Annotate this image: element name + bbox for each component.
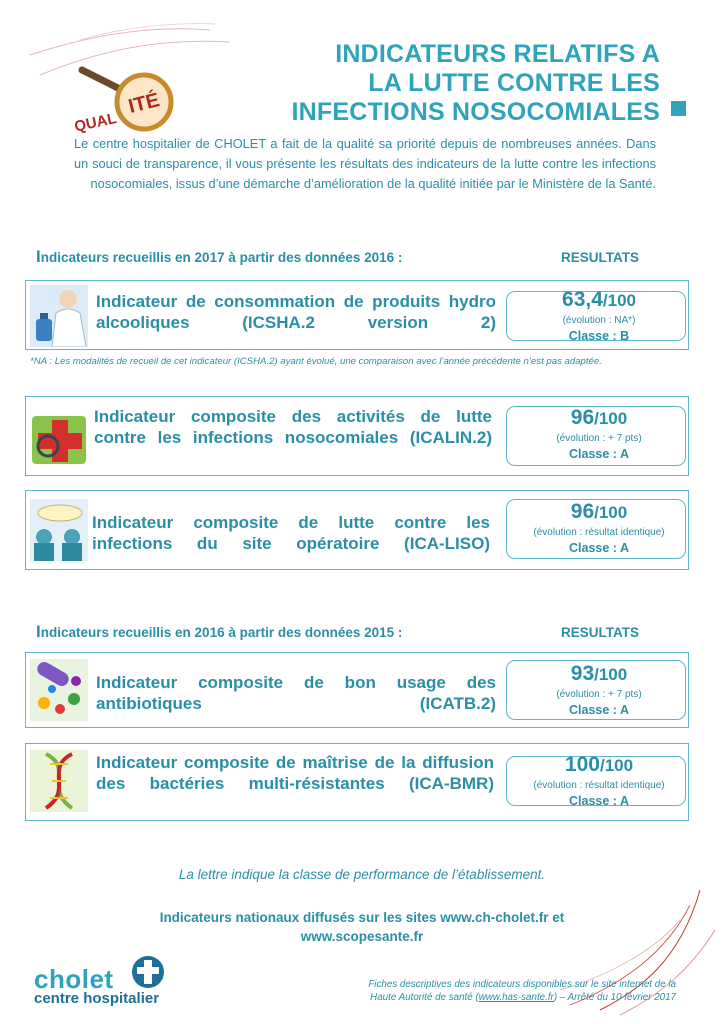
class-text: Classe : A bbox=[569, 447, 629, 461]
result-block bbox=[510, 662, 688, 718]
evolution-text: (évolution : + 7 pts) bbox=[556, 433, 642, 444]
results-label: RESULTATS bbox=[561, 250, 639, 265]
indicator-card-ica-liso bbox=[25, 490, 689, 570]
svg-text:QUAL: QUAL bbox=[72, 110, 119, 136]
result-block bbox=[510, 288, 688, 344]
indicator-label: Indicateur composite de lutte contre les infections du site opératoire (ICA-LISO) bbox=[92, 513, 490, 553]
class-text: Classe : A bbox=[569, 541, 629, 555]
score-value: 93/100 bbox=[570, 662, 628, 685]
result-block bbox=[510, 406, 688, 462]
footnote-line: Fiches descriptives des indicateurs disponibles sur le site internet de la bbox=[368, 979, 676, 990]
title-square-marker bbox=[671, 101, 686, 116]
evolution-text: (évolution : + 7 pts) bbox=[556, 689, 642, 700]
result-block bbox=[510, 500, 688, 556]
indicator-card-ica-bmr bbox=[25, 743, 689, 821]
footnote-line: Haute Autorité de santé (www.has-sante.fr) – Arrêté du 10 février 2017 bbox=[370, 992, 676, 1003]
cholet-logo bbox=[34, 952, 204, 1012]
indicator-card-icsha bbox=[25, 280, 689, 350]
quality-magnifier-logo bbox=[52, 52, 182, 142]
heading-initial: I bbox=[36, 247, 41, 266]
results-label: RESULTATS bbox=[561, 625, 639, 640]
indicator-label: Indicateur de consommation de produits hydro alcooliques (ICSHA.2 version 2) bbox=[96, 292, 496, 332]
indicator-label: Indicateur composite de maîtrise de la diffusion des bactéries multi-résistantes (ICA-BMR) bbox=[96, 753, 494, 793]
national-sites-note bbox=[100, 908, 624, 946]
result-block bbox=[510, 753, 688, 809]
page-title bbox=[291, 40, 660, 127]
indicator-label: Indicateur composite de bon usage des antibiotiques (ICATB.2) bbox=[96, 673, 496, 713]
na-footnote: *NA : Les modalités de recueil de cet indicateur (ICSHA.2) ayant évolué, une comparaison avec l’année précédente n’est pas adaptée. bbox=[30, 356, 602, 367]
class-text: Classe : A bbox=[569, 794, 629, 808]
hand-sanitizer-icon bbox=[30, 285, 88, 347]
section-heading-2017 bbox=[36, 247, 402, 267]
logo-subtitle: centre hospitalier bbox=[34, 990, 160, 1007]
class-text: Classe : A bbox=[569, 703, 629, 717]
hospital-cross-icon bbox=[128, 954, 166, 992]
has-sante-link[interactable]: www.has-sante.fr bbox=[478, 992, 554, 1003]
heading-text: ndicateurs recueillis en 2017 à partir des données 2016 : bbox=[40, 250, 403, 265]
title-line: INFECTIONS NOSOCOMIALES bbox=[291, 98, 660, 126]
class-text: Classe : B bbox=[568, 329, 630, 343]
heading-text: ndicateurs recueillis en 2016 à partir des données 2015 : bbox=[40, 625, 403, 640]
logo-word: cholet bbox=[34, 964, 114, 994]
indicator-card-icalin bbox=[25, 396, 689, 476]
score-value: 96/100 bbox=[570, 406, 628, 429]
operating-room-icon bbox=[30, 499, 88, 561]
indicator-label: Indicateur composite des activités de lutte contre les infections nosocomiales (ICALIN.2) bbox=[94, 407, 492, 447]
svg-text:ITÉ: ITÉ bbox=[126, 89, 162, 119]
evolution-text: (évolution : résultat identique) bbox=[533, 780, 665, 791]
fiches-footnote bbox=[300, 978, 676, 1004]
sites-line: www.scopesante.fr bbox=[300, 929, 424, 944]
pills-icon bbox=[30, 659, 88, 721]
indicator-card-icatb bbox=[25, 652, 689, 728]
score-value: 96/100 bbox=[570, 500, 628, 523]
medical-cross-icon bbox=[30, 406, 88, 468]
evolution-text: (évolution : NA*) bbox=[562, 315, 636, 326]
dna-icon bbox=[30, 750, 88, 812]
evolution-text: (évolution : résultat identique) bbox=[533, 527, 665, 538]
score-value: 63,4/100 bbox=[562, 288, 636, 311]
section-heading-2016 bbox=[36, 622, 402, 642]
heading-initial: I bbox=[36, 622, 41, 641]
performance-note: La lettre indique la classe de performance de l’établissement. bbox=[178, 867, 546, 882]
sites-line: Indicateurs nationaux diffusés sur les sites www.ch-cholet.fr et bbox=[159, 910, 565, 925]
title-line: LA LUTTE CONTRE LES bbox=[368, 69, 660, 97]
score-value: 100/100 bbox=[564, 753, 634, 776]
title-line: INDICATEURS RELATIFS A bbox=[335, 40, 660, 68]
intro-paragraph: Le centre hospitalier de CHOLET a fait de la qualité sa priorité depuis de nombreuses années. Dans un souci de transparence, il vous présente les résultats des indicateurs de la lutte contre les infections nosocomiales, issus d’une démarche d’amélioration de la qualité initiée par le Ministère de la Santé. bbox=[74, 136, 656, 191]
